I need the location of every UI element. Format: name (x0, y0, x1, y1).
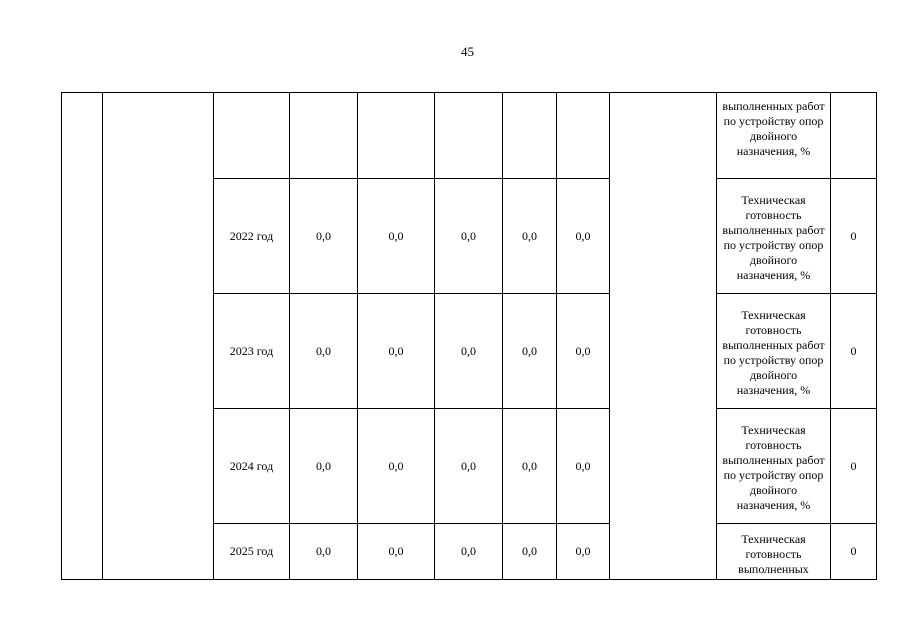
table-row (62, 524, 877, 580)
target-cell: 0 (831, 179, 877, 294)
number-cell (62, 179, 103, 294)
value-cell: 0,0 (290, 524, 358, 580)
year-cell: 2025 год (214, 524, 290, 580)
value-cell: 0,0 (358, 409, 435, 524)
value-cell (358, 93, 435, 179)
target-cell: 0 (831, 294, 877, 409)
value-cell: 0,0 (290, 179, 358, 294)
value-cell: 0,0 (435, 179, 503, 294)
executor-cell (610, 524, 717, 580)
value-cell: 0,0 (557, 294, 610, 409)
indicator-text: Техническая готовность выполненных работ по устройству опор двойного назначения, % (722, 423, 825, 512)
year-cell: 2023 год (214, 294, 290, 409)
value-cell: 0,0 (503, 524, 557, 580)
name-cell (103, 524, 214, 580)
name-cell (103, 179, 214, 294)
number-cell (62, 524, 103, 580)
executor-cell (610, 179, 717, 294)
value-cell: 0,0 (557, 409, 610, 524)
value-cell (435, 93, 503, 179)
table-row (62, 179, 877, 294)
indicator-cell (717, 524, 831, 580)
value-cell: 0,0 (503, 179, 557, 294)
number-cell (62, 294, 103, 409)
value-cell: 0,0 (435, 294, 503, 409)
target-cell: 0 (831, 409, 877, 524)
name-cell (103, 294, 214, 409)
value-cell: 0,0 (358, 179, 435, 294)
value-cell (503, 93, 557, 179)
indicator-text: Техническая готовность выполненных работ по устройству опор двойного назначения, % (722, 308, 825, 397)
page-number: 45 (461, 44, 474, 59)
value-cell: 0,0 (290, 294, 358, 409)
executor-cell (610, 93, 717, 179)
value-cell: 0,0 (557, 524, 610, 580)
indicator-cell (717, 179, 831, 294)
value-cell: 0,0 (503, 409, 557, 524)
value-cell (290, 93, 358, 179)
indicator-text: Техническая готовность выполненных работ по устройству опор двойного назначения, % (722, 193, 825, 282)
indicator-cell (717, 409, 831, 524)
value-cell: 0,0 (435, 409, 503, 524)
name-cell (103, 93, 214, 179)
table-row (62, 294, 877, 409)
indicator-text: выполненных работ по устройству опор двойного назначения, % (722, 99, 825, 158)
year-cell (214, 93, 290, 179)
value-cell: 0,0 (503, 294, 557, 409)
value-cell: 0,0 (358, 524, 435, 580)
table-row-continuation (62, 93, 877, 179)
value-cell: 0,0 (557, 179, 610, 294)
target-cell (831, 93, 877, 179)
target-cell: 0 (831, 524, 877, 580)
number-cell (62, 93, 103, 179)
table-row (62, 409, 877, 524)
value-cell: 0,0 (358, 294, 435, 409)
executor-cell (610, 294, 717, 409)
executor-cell (610, 409, 717, 524)
year-cell: 2024 год (214, 409, 290, 524)
program-table (61, 92, 877, 580)
indicator-text: Техническая готовность выполненных (738, 532, 809, 576)
value-cell: 0,0 (290, 409, 358, 524)
indicator-cell (717, 294, 831, 409)
name-cell (103, 409, 214, 524)
indicator-cell (717, 93, 831, 179)
number-cell (62, 409, 103, 524)
value-cell (557, 93, 610, 179)
value-cell: 0,0 (435, 524, 503, 580)
year-cell: 2022 год (214, 179, 290, 294)
